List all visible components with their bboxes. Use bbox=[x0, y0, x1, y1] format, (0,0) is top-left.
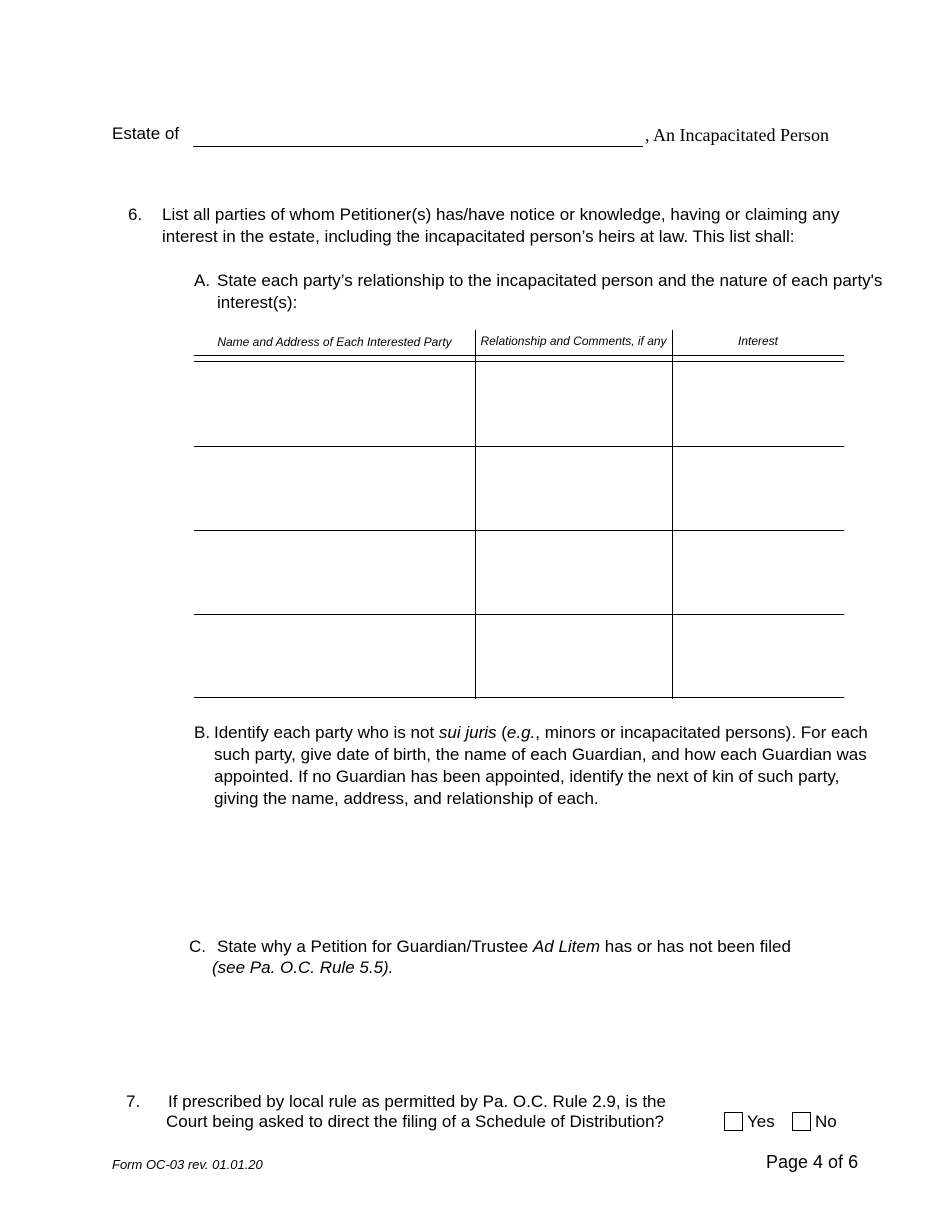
table-cell-name[interactable] bbox=[196, 533, 473, 612]
interested-parties-table bbox=[194, 330, 844, 699]
ad-litem-term: Ad Litem bbox=[532, 937, 601, 956]
table-cell-interest[interactable] bbox=[675, 449, 842, 528]
table-cell-name[interactable] bbox=[196, 449, 473, 528]
table-cell-relationship[interactable] bbox=[478, 364, 670, 444]
header-rule bbox=[194, 355, 844, 356]
item-7-text-line2: Court being asked to direct the filing of a Schedule of Distribution? bbox=[166, 1112, 665, 1131]
item-6c-text-part: has or has not been filed bbox=[600, 937, 791, 956]
row-divider bbox=[194, 446, 844, 447]
item-6-text: List all parties of whom Petitioner(s) has/have notice or knowledge, having or claiming any interest in the estate, including the incapacitated person’s heirs at law. This list shall: bbox=[162, 205, 840, 246]
yes-checkbox[interactable] bbox=[724, 1112, 743, 1131]
header-interest: Interest bbox=[737, 334, 779, 348]
row-divider bbox=[194, 530, 844, 531]
item-6-number: 6. bbox=[128, 205, 143, 224]
table-cell-interest[interactable] bbox=[675, 617, 842, 695]
table-cell-name[interactable] bbox=[196, 364, 473, 444]
table-cell-relationship[interactable] bbox=[478, 617, 670, 695]
item-7-text-line1: If prescribed by local rule as permitted by Pa. O.C. Rule 2.9, is the bbox=[168, 1092, 666, 1111]
eg-term: e.g. bbox=[506, 723, 536, 742]
item-6b-text-part: ( bbox=[496, 723, 507, 742]
row-divider bbox=[194, 614, 844, 615]
form-identifier: Form OC-03 rev. 01.01.20 bbox=[112, 1157, 263, 1172]
item-6c-text bbox=[217, 936, 877, 958]
column-divider bbox=[475, 330, 476, 699]
page-number: Page 4 of 6 bbox=[766, 1152, 859, 1172]
row-divider bbox=[194, 697, 844, 698]
yes-label: Yes bbox=[747, 1112, 775, 1131]
no-checkbox[interactable] bbox=[792, 1112, 811, 1131]
item-6a-letter: A. bbox=[194, 271, 211, 290]
item-7-number: 7. bbox=[126, 1092, 141, 1111]
table-cell-interest[interactable] bbox=[675, 533, 842, 612]
table-cell-relationship[interactable] bbox=[478, 449, 670, 528]
item-6b-text-part: , minors or incapacitated persons). For each such party, give date of birth, the name of each Guardian, and how each Guardian was appointed. If no Guardian has been appointed, identify the next of kin of such party, giving the name, address, and relationship of each. bbox=[214, 723, 868, 808]
estate-name-field[interactable] bbox=[193, 146, 643, 147]
column-divider bbox=[672, 330, 673, 699]
item-6a-text: State each party’s relationship to the incapacitated person and the nature of each party's interest(s): bbox=[217, 271, 883, 312]
item-6b-text bbox=[214, 722, 874, 810]
table-cell-relationship[interactable] bbox=[478, 533, 670, 612]
rule-reference: (see Pa. O.C. Rule 5.5). bbox=[212, 958, 394, 977]
header-name-address: Name and Address of Each Interested Party bbox=[217, 335, 452, 349]
estate-of-label: Estate of bbox=[112, 124, 180, 143]
table-cell-interest[interactable] bbox=[675, 364, 842, 444]
header-rule bbox=[194, 361, 844, 362]
sui-juris-term: sui juris bbox=[438, 723, 497, 742]
header-relationship: Relationship and Comments, if any bbox=[480, 334, 667, 348]
item-6c-letter: C. bbox=[189, 937, 206, 956]
item-6b-text-part: Identify each party who is not bbox=[214, 723, 439, 742]
incapacitated-person-suffix: , An Incapacitated Person bbox=[645, 125, 829, 145]
table-cell-name[interactable] bbox=[196, 617, 473, 695]
item-6c-text-part: State why a Petition for Guardian/Trustee bbox=[217, 937, 533, 956]
no-label: No bbox=[815, 1112, 837, 1131]
item-6b-letter: B. bbox=[194, 723, 211, 742]
